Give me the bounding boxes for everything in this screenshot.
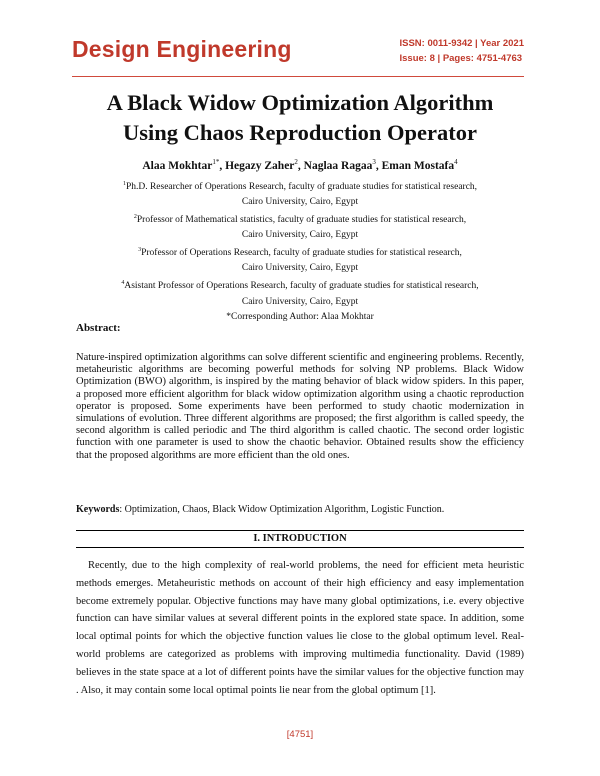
section-heading: I. INTRODUCTION	[76, 530, 524, 548]
affiliation-line: Cairo University, Cairo, Egypt	[241, 230, 359, 241]
title-line-2: Using Chaos Reproduction Operator	[123, 120, 477, 145]
author-list	[60, 158, 540, 172]
affiliation-line	[60, 177, 540, 195]
affiliation-line: Cairo University, Cairo, Egypt	[241, 263, 359, 274]
corresponding-author: *Corresponding Author: Alaa Mokhtar	[226, 311, 374, 322]
paper-title	[60, 88, 540, 148]
author-sup: 3	[372, 158, 376, 166]
affiliation-line: Cairo University, Cairo, Egypt	[241, 197, 359, 208]
author-sep: ,	[219, 159, 226, 172]
author-name: Hegazy Zaher	[225, 159, 295, 172]
author-sup: 2	[294, 158, 298, 166]
affiliation-line: Cairo University, Cairo, Egypt	[241, 296, 359, 307]
author-name: Naglaa Ragaa	[303, 159, 373, 172]
publication-meta	[400, 36, 525, 66]
author-name: Eman Mostafa	[381, 159, 455, 172]
affiliation-sup: 4	[121, 280, 125, 287]
affiliation-text: Asistant Professor of Operations Research, faculty of graduate studies for statistical research,	[124, 281, 479, 292]
journal-name: Design Engineering	[72, 36, 292, 62]
author-sep: ,	[297, 159, 304, 172]
intro-paragraph: Recently, due to the high complexity of real-world problems, the need for efficient meta heuristic methods emerges. Metaheuristic methods on account of their high efficiency and easy implementation become extremely popular. Objective functions may have many global optimizations, i.e. every objective function can have similar values at several different points in the explored state space. In addition, some local optimal points for which the objective function values lie close to the global optimum level. Real-world problems are categorized as problems with improving multimedia functionality. David (1989) believes in the state space at a lot of different points have the similar values for the objective function may . Also, it may contain some local optimal points lie near from the global optimum [1].	[76, 560, 524, 696]
header-rule	[72, 76, 524, 77]
affiliation-text: Professor of Mathematical statistics, faculty of graduate studies for statistical research,	[136, 215, 467, 226]
affiliation-sup: 3	[138, 247, 142, 254]
author-sup: 1*	[212, 158, 220, 166]
affiliation-sup: 1	[122, 181, 126, 187]
affiliation-line	[60, 243, 540, 261]
affiliation-text: Ph.D. Researcher of Operations Research, faculty of graduate studies for statistical research,	[125, 182, 478, 193]
issue-line: Issue: 8 | Pages: 4751-4763	[399, 53, 523, 64]
author-name: Alaa Mokhtar	[142, 159, 213, 172]
affiliations	[60, 177, 540, 325]
author-sup: 4	[454, 158, 458, 166]
keywords	[76, 504, 444, 515]
affiliation-text: Professor of Operations Research, faculty of graduate studies for statistical research,	[141, 248, 462, 259]
page-number: [4751]	[286, 729, 314, 740]
affiliation-line	[60, 276, 540, 294]
keywords-text: : Optimization, Chaos, Black Widow Optimization Algorithm, Logistic Function.	[119, 504, 445, 515]
abstract-text: Nature-inspired optimization algorithms can solve different scientific and engineering problems. Recently, metaheuristic algorithms are becoming powerful methods for solving NP problems. Black Widow Optimization (BWO) algorithm, is inspired by the mating behavior of black widow spiders. In this paper, a proposed more efficient algorithm for black widow optimization algorithm using a chaotic reproduction operator is proposed. Some experiments have been performed to study chaotic modernization in simulations of evolution. Three different algorithms are proposed; the first algorithm is called speedy, the second algorithm is called periodic and The third algorithm is called chaotic. The second order logistic function with one parameter is used to show the chaotic behavior. Obtained results show the efficiency that the proposed algorithms are more efficient than the old ones.	[76, 352, 524, 461]
abstract-heading: Abstract:	[76, 322, 121, 334]
issn-line: ISSN: 0011-9342 | Year 2021	[399, 38, 524, 49]
author-sep: ,	[375, 159, 382, 172]
affiliation-line	[60, 210, 540, 228]
title-line-1: A Black Widow Optimization Algorithm	[106, 90, 494, 115]
affiliation-sup: 2	[133, 214, 137, 221]
keywords-label: Keywords	[76, 504, 120, 515]
